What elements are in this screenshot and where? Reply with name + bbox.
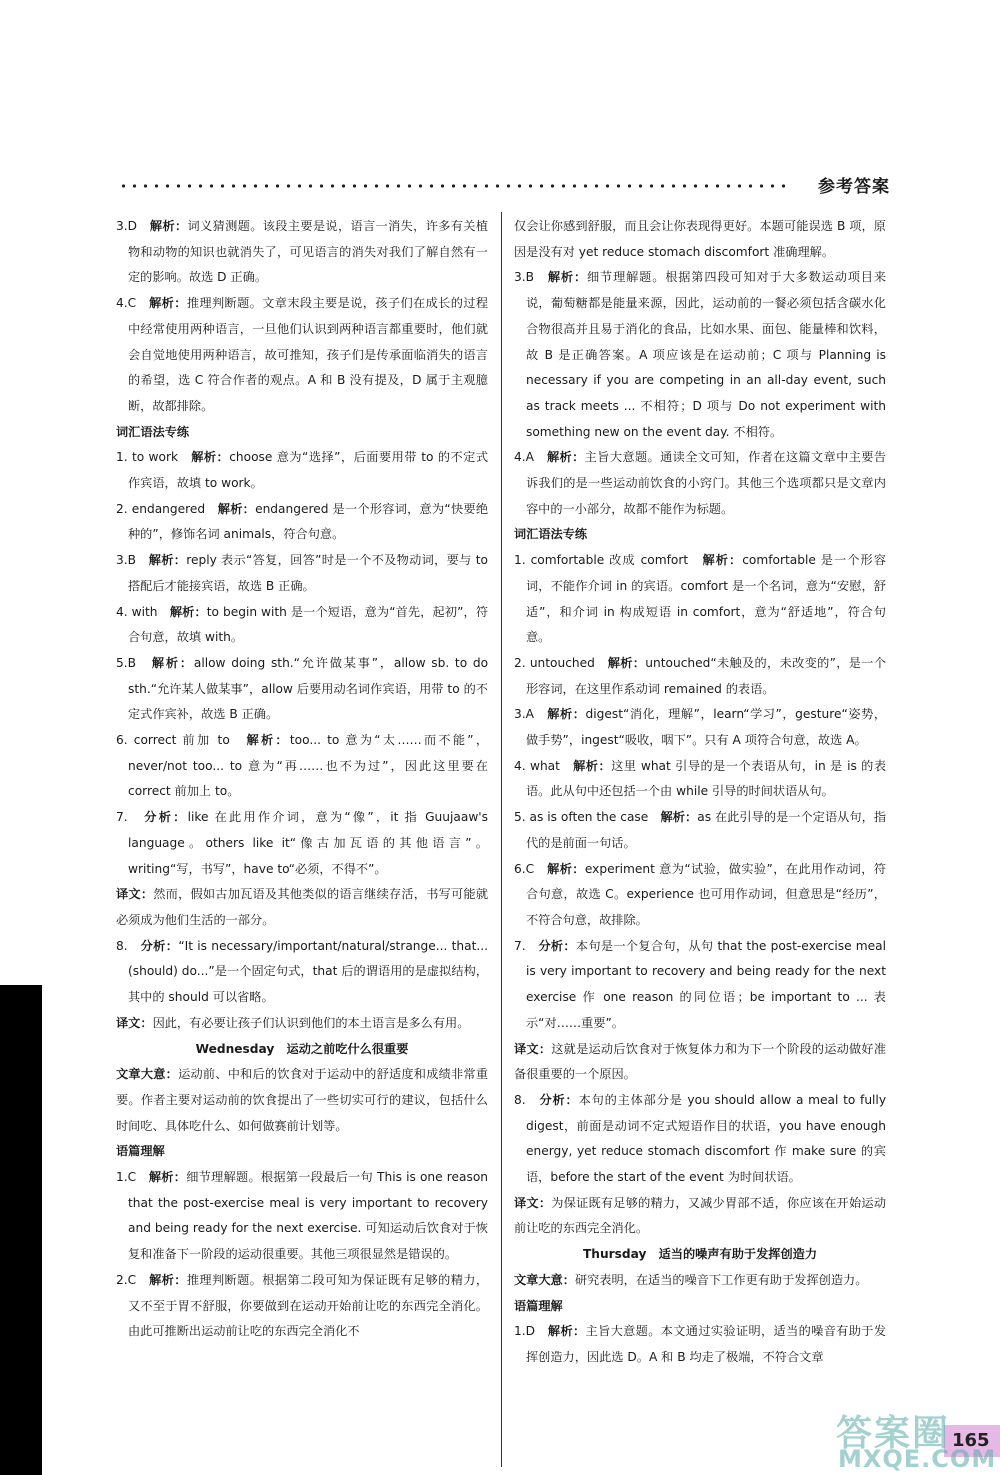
item-text: 研究表明，在适当的噪音下工作更有助于发挥创造力。: [574, 1272, 868, 1287]
translation-block: [514, 1191, 886, 1242]
item-text: too... to 意为“太……而不能”，never/not too... to 意为“再……也不为过”，因此这里要在 correct 前加上 to。: [128, 733, 489, 799]
label-colon: ：: [538, 1041, 552, 1056]
watermark-text: 答案圈: [836, 1413, 951, 1454]
label-colon: ：: [565, 1092, 579, 1107]
passage-title: Thursday 适当的噪声有助于发挥创造力: [582, 1247, 818, 1262]
answer-item: [116, 805, 488, 882]
header-title: 参考答案: [818, 177, 890, 197]
section-heading: 语篇理解: [116, 1144, 165, 1159]
label-colon: ：: [632, 655, 646, 670]
item-text: “It is necessary/important/natural/strange... that...(should) do...”是一个固定句式，that 后的谓语用的是虚拟结构，其中的 should 可以省略。: [128, 938, 489, 1005]
item-text: digest“消化，理解”，learn“学习”，gesture“姿势，做手势”，ingest“吸收，咽下”。只有 A 项符合句意，故选 A。: [526, 707, 887, 748]
answer-item: [116, 728, 488, 805]
column-divider: [501, 212, 502, 1467]
item-text: 本句的主体部分是 you should allow a meal to fully digest，前面是动词不定式短语作目的状语，you have enough energy, yet reduce stomach discomfort 作 make sure 的宾语，before the start of the event 为时间状语。: [526, 1092, 887, 1185]
item-text: 词义猜测题。该段主要是说，语言一消失，许多有关植物和动物的知识也就消失了，可见语言的消失对我们了解自然有一定的影响。故选 D 正确。: [128, 219, 489, 285]
item-number: 6.C: [514, 861, 535, 876]
item-text: reply 表示“答复，回答”时是一个不及物动词，要与 to 搭配后才能接宾语，故选 B 正确。: [128, 553, 489, 593]
item-label: 文章大意: [116, 1067, 166, 1082]
item-number: 2. endangered: [116, 501, 206, 516]
label-colon: ：: [275, 733, 290, 748]
answer-item: [116, 1165, 488, 1268]
label-colon: ：: [173, 1170, 187, 1185]
item-text: allow doing sth.“允许做某事”，allow sb. to do sth.“允许某人做某事”，allow 后要用动名词作宾语，用带 to 的不定式作宾补，故选 B 正确。: [128, 655, 489, 722]
item-text: 因此，有必要让孩子们认识到他们的本土语言是多么有用。: [152, 1015, 470, 1030]
item-label: 译文: [116, 1015, 141, 1030]
item-label: 解析: [169, 604, 195, 619]
item-label: 分析: [538, 938, 564, 953]
item-label: 解析: [573, 758, 599, 773]
translation-block: [116, 882, 488, 933]
item-number: 3.A: [514, 707, 534, 722]
answer-item: [116, 934, 488, 1011]
continued-text: 仅会让你感到舒服，而且会让你表现得更好。本题可能误选 B 项，原因是没有对 yet reduce stomach discomfort 准确理解。: [514, 219, 886, 259]
item-label: 译文: [116, 887, 141, 902]
label-colon: ：: [728, 553, 743, 568]
item-text: comfortable 是一个形容词，不能作介词 in 的宾语。comfort 是一个名词，意为“安慰，舒适”，和介词 in 构成短语 in comfort，意为“舒适地”，符合句意。: [526, 553, 886, 645]
section-heading: 词汇语法专练: [116, 424, 190, 439]
left-column: [116, 214, 488, 1345]
answer-item: [116, 651, 488, 728]
label-colon: ：: [572, 861, 585, 876]
label-colon: ：: [140, 887, 154, 902]
item-number: 7.: [116, 810, 128, 825]
label-colon: ：: [179, 655, 194, 670]
label-colon: ：: [174, 219, 188, 233]
item-number: 3.B: [514, 270, 534, 285]
item-number: 5. as is often the case: [514, 810, 649, 825]
summary-block: [514, 1268, 886, 1294]
item-number: 5.B: [116, 655, 136, 670]
passage-title: Wednesday 运动之前吃什么很重要: [195, 1041, 409, 1056]
item-label: 解析: [702, 553, 729, 568]
label-colon: ：: [216, 450, 230, 465]
section-heading: 词汇语法专练: [514, 527, 588, 542]
item-number: 8.: [514, 1092, 526, 1107]
label-colon: ：: [572, 1324, 586, 1339]
answer-item: [514, 548, 886, 651]
item-number: 1. to work: [116, 450, 179, 465]
item-label: 解析: [547, 861, 573, 876]
answer-item: [514, 1319, 886, 1370]
answer-item: [514, 445, 886, 522]
item-text: 主旨大意题。本文通过实验证明，适当的噪音有助于发挥创造力，因此选 D。A 和 B 均走了极端，不符合文章: [526, 1324, 887, 1364]
section-heading: 语篇理解: [514, 1298, 563, 1313]
page-number: 165: [944, 1425, 1000, 1457]
item-label: 解析: [149, 296, 175, 311]
item-text: untouched“未触及的，未改变的”，是一个形容词，在这里作系动词 remained 的表语。: [526, 655, 887, 696]
item-text: 细节理解题。根据第四段可知对于大多数运动项目来说，葡萄糖都是能量来源，因此，运动前的一餐必须包括含碳水化合物很高并且易于消化的食品，比如水果、面包、能量棒和饮料，故 B 是正确答案。A 项应该是在运动前；C 项与 Planning is necessary if you are competing in an all-day event, such as track meets ... 不相符；D 项与 Do not experiment with something new on the event day. 不相符。: [526, 270, 887, 439]
dotted-rule: [118, 184, 790, 188]
item-text: 这就是运动后饮食对于恢复体力和为下一个阶段的运动做好准备很重要的一个原因。: [514, 1041, 887, 1082]
item-label: 解析: [607, 655, 633, 670]
right-column: [514, 214, 886, 1371]
item-text: like 在此用作介词，意为“像”，it 指 Guujaaw's language。others like it“像古加瓦语的其他语言”。writing“写，书写”，have to“必须，不得不”。: [128, 810, 488, 876]
answer-item: [116, 445, 488, 496]
item-label: 解析: [217, 501, 243, 516]
label-colon: ：: [174, 296, 187, 311]
answer-item: [514, 805, 886, 856]
answer-item: [514, 1088, 886, 1191]
item-label: 解析: [546, 450, 573, 465]
answer-item: [514, 702, 886, 753]
item-label: 解析: [149, 1272, 175, 1287]
item-number: 6. correct 前加 to: [116, 733, 230, 748]
label-colon: ：: [572, 707, 586, 722]
label-colon: ：: [173, 553, 187, 568]
scan-edge-shadow: [0, 985, 42, 1475]
answer-item: [514, 265, 886, 445]
item-number: 7.: [514, 938, 526, 953]
item-label: 解析: [246, 733, 276, 748]
item-number: 2. untouched: [514, 655, 595, 670]
item-label: 解析: [148, 1170, 174, 1185]
answer-item: [116, 291, 488, 420]
item-text: 推理判断题。文章末段主要是说，孩子们在成长的过程中经常使用两种语言，一旦他们认识到两种语言都重要时，他们就会自觉地使用两种语言，故可推知，孩子们是传承面临消失的语言的希望，选 C 符合作者的观点。A 和 B 没有提及，D 属于主观臆断，故都排除。: [128, 296, 489, 413]
answer-item: [116, 1268, 488, 1345]
item-label: 解析: [547, 270, 574, 285]
item-text: 运动前、中和后的饮食对于运动中的舒适度和成绩非常重要。作者主要对运动前的饮食提出了一些切实可行的建议，包括什么时间吃、具体吃什么、如何做赛前计划等。: [116, 1067, 489, 1133]
item-text: 然而，假如古加瓦语及其他类似的语言继续存活，书写可能就必须成为他们生活的一部分。: [116, 887, 489, 927]
item-number: 3.B: [116, 553, 136, 568]
item-number: 3.D: [116, 219, 138, 233]
item-label: 解析: [149, 219, 175, 233]
label-colon: ：: [573, 270, 588, 285]
label-colon: ：: [538, 1195, 552, 1210]
item-text: 推理判断题。根据第二段可知为保证既有足够的精力，又不至于胃不舒服，你要做到在运动开始前让吃的东西完全消化。由此可推断出运动前让吃的东西完全消化不: [128, 1272, 489, 1339]
item-label: 解析: [148, 553, 174, 568]
item-text: to begin with 是一个短语，意为“首先，起初”，符合句意，故填 with。: [128, 604, 489, 645]
item-number: 1.C: [116, 1170, 137, 1185]
answer-item: [514, 857, 886, 934]
item-label: 分析: [144, 810, 174, 825]
item-label: 译文: [514, 1195, 539, 1210]
item-text: 主旨大意题。通读全文可知，作者在这篇文章中主要告诉我们的是一些运动前饮食的小窍门。其他三个选项都只是文章内容中的一小部分，故都不能作为标题。: [526, 450, 887, 516]
item-text: as 在此引导的是一个定语从句，指代的是前面一句话。: [526, 810, 887, 850]
label-colon: ：: [174, 1272, 187, 1287]
item-label: 解析: [547, 707, 573, 722]
item-label: 分析: [140, 938, 166, 953]
item-label: 解析: [151, 655, 180, 670]
answer-item: [514, 651, 886, 702]
answer-item: [514, 934, 886, 1037]
page-header: [118, 170, 890, 200]
label-colon: ：: [598, 758, 612, 773]
item-label: 解析: [191, 450, 217, 465]
item-text: endangered 是一个形容词，意为“快要绝种的”，修饰名词 animals，符合句意。: [128, 501, 489, 542]
answer-item: [116, 497, 488, 548]
watermark-url: MXQE.COM: [838, 1445, 997, 1473]
item-label: 解析: [547, 1324, 573, 1339]
item-label: 分析: [539, 1092, 566, 1107]
item-number: 2.C: [116, 1272, 137, 1287]
answer-item: [116, 600, 488, 651]
label-colon: ：: [165, 1067, 179, 1082]
item-number: 4.A: [514, 450, 534, 465]
item-number: 4. with: [116, 604, 158, 619]
answer-item: [116, 548, 488, 599]
item-text: 本句是一个复合句，从句 that the post-exercise meal is very important to recovery and being ready for the next exercise 作 one reason 的同位语；be important to ... 表示“对……重要”。: [526, 938, 887, 1030]
item-number: 1. comfortable 改成 comfort: [514, 553, 689, 568]
item-text: 细节理解题。根据第一段最后一句 This is one reason that the post-exercise meal is very important to recovery and being ready for the next exercise. 可知运动后饮食对于恢复和准备下一阶段的运动很重要。其他三项很显然是错误的。: [128, 1170, 489, 1262]
item-number: 4.C: [116, 296, 137, 311]
label-colon: ：: [140, 1015, 153, 1030]
item-text: choose 意为“选择”，后面要用带 to 的不定式作宾语，故填 to work。: [128, 450, 489, 491]
item-text: experiment 意为“试验，做实验”，在此用作动词，符合句意，故选 C。experience 也可用作动词，但意思是“经历”，不符合句意，故排除。: [526, 861, 887, 927]
answer-item: [514, 754, 886, 805]
item-number: 8.: [116, 938, 128, 953]
label-colon: ：: [562, 1272, 575, 1287]
label-colon: ：: [572, 450, 585, 465]
label-colon: ：: [563, 938, 576, 953]
translation-block: [116, 1011, 488, 1037]
item-label: 译文: [514, 1041, 539, 1056]
item-label: 文章大意: [514, 1272, 563, 1287]
summary-block: [116, 1062, 488, 1139]
label-colon: ：: [685, 810, 698, 825]
item-number: 1.D: [514, 1324, 536, 1339]
item-number: 4. what: [514, 758, 560, 773]
label-colon: ：: [173, 810, 188, 825]
label-colon: ：: [165, 938, 179, 953]
translation-block: [514, 1037, 886, 1088]
item-text: 为保证既有足够的精力，又减少胃部不适，你应该在开始运动前让吃的东西完全消化。: [514, 1195, 887, 1236]
label-colon: ：: [242, 501, 256, 516]
item-text: 这里 what 引导的是一个表语从句，in 是 is 的表语。此从句中还包括一个由 while 引导的时间状语从句。: [526, 758, 887, 799]
label-colon: ：: [194, 604, 207, 619]
answer-item: [116, 214, 488, 291]
item-label: 解析: [660, 810, 685, 825]
